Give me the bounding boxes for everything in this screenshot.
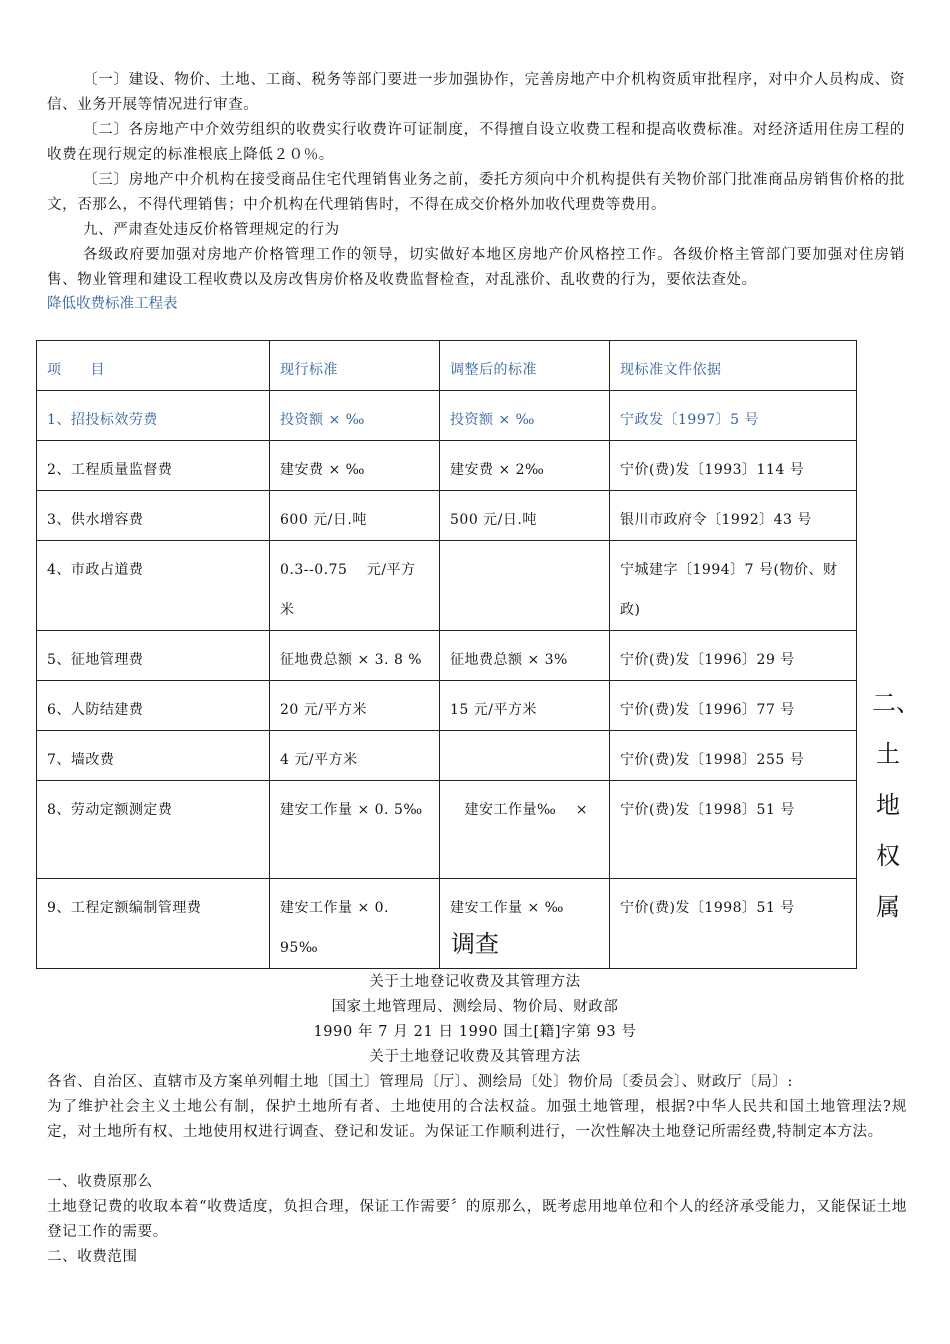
cell-adjusted: 建安工作量‰ × — [440, 781, 610, 879]
intro-paragraph: 为了维护社会主义土地公有制，保护土地所有者、土地使用的合法权益。加强土地管理，根据?中华人民共和国土地管理法?规定，对土地所有权、土地使用权进行调查、登记和发证。为保证工作顺利进行，一次性解决土地登记所需经费,特制定本方法。 — [47, 1099, 907, 1140]
cell-item: 3、供水增容费 — [37, 491, 270, 541]
cell-basis: 银川市政府令〔1992〕43 号 — [610, 491, 857, 541]
table-row — [37, 631, 857, 681]
cell-basis: 宁价(费)发〔1998〕51 号 — [610, 781, 857, 879]
cell-current: 建安费 × ‰ — [270, 441, 440, 491]
header-adjusted-standard: 调整后的标准 — [440, 341, 610, 391]
vertical-heading-char: 土 — [876, 740, 900, 768]
cell-adjusted: 征地费总额 × 3% — [440, 631, 610, 681]
vertical-heading-char: 权 — [876, 842, 900, 870]
header-basis-document: 现标准文件依据 — [610, 341, 857, 391]
issuing-authorities: 国家土地管理局、测绘局、物价局、财政部 — [331, 999, 619, 1015]
paragraph-3: 〔三〕房地产中介机构在接受商品住宅代理销售业务之前，委托方须向中介机构提供有关物价部门批准商品房销售价格的批文，否那么，不得代理销售；中介机构在代理销售时，不得在成交价格外加收代理费等费用。 — [47, 172, 905, 213]
cell-adjusted: 15 元/平方米 — [440, 681, 610, 731]
section-2-heading: 二、收费范围 — [47, 1249, 138, 1265]
cell-item: 7、墙改费 — [37, 731, 270, 781]
cell-basis: 宁政发〔1997〕5 号 — [610, 391, 857, 441]
paragraph-2: 〔二〕各房地产中介效劳组织的收费实行收费许可证制度，不得擅自设立收费工程和提高收费标准。对经济适用住房工程的收费在现行规定的标准根底上降低２０％。 — [47, 122, 905, 163]
table-row — [37, 681, 857, 731]
table-row — [37, 731, 857, 781]
cell-basis: 宁价(费)发〔1996〕77 号 — [610, 681, 857, 731]
table-row — [37, 441, 857, 491]
cell-basis: 宁价(费)发〔1998〕51 号 — [610, 879, 857, 969]
cell-adjusted: 建安工作量 × ‰ — [440, 879, 610, 969]
cell-current: 4 元/平方米 — [270, 731, 440, 781]
cell-current: 征地费总额 × 3. 8 % — [270, 631, 440, 681]
cell-item: 9、工程定额编制管理费 — [37, 879, 270, 969]
cell-adjusted — [440, 731, 610, 781]
table-row — [37, 781, 857, 879]
cell-current: 建安工作量 × 0. 5‰ — [270, 781, 440, 879]
table-row — [37, 491, 857, 541]
vertical-heading-char: 属 — [876, 893, 900, 921]
document-date-number: 1990 年 7 月 21 日 1990 国土[籍]字第 93 号 — [313, 1024, 637, 1040]
cell-item: 8、劳动定额测定费 — [37, 781, 270, 879]
cell-basis: 宁价(费)发〔1993〕114 号 — [610, 441, 857, 491]
paragraph-5: 各级政府要加强对房地产价格管理工作的领导，切实做好本地区房地产价风格控工作。各级价格主管部门要加强对住房销售、物业管理和建设工程收费以及房改售房价格及收费监督检查，对乱涨价、乱收费的行为，要依法查处。 — [47, 247, 905, 288]
cell-item: 1、招投标效劳费 — [37, 391, 270, 441]
section-nine-heading: 九、严肃查处违反价格管理规定的行为 — [83, 222, 340, 238]
cell-item: 4、市政占道费 — [37, 541, 270, 631]
cell-current: 投资额 × ‰ — [270, 391, 440, 441]
table-row — [37, 391, 857, 441]
cell-adjusted: 500 元/日.吨 — [440, 491, 610, 541]
section-1-heading: 一、收费原那么 — [47, 1174, 153, 1190]
fee-table — [36, 340, 857, 969]
table-header-row — [37, 341, 857, 391]
document-title: 关于土地登记收费及其管理方法 — [369, 974, 581, 990]
cell-current: 0.3--0.75 元/平方米 — [270, 541, 440, 631]
cell-item: 2、工程质量监督费 — [37, 441, 270, 491]
paragraph-1: 〔一〕建设、物价、土地、工商、税务等部门要进一步加强协作，完善房地产中介机构资质审批程序，对中介人员构成、资信、业务开展等情况进行审查。 — [47, 72, 905, 113]
cell-adjusted: 建安费 × 2‰ — [440, 441, 610, 491]
addressee-line: 各省、自治区、直辖市及方案单列帽土地〔国土〕管理局〔厅〕、测绘局〔处〕物价局〔委员会〕、财政厅〔局〕: — [47, 1074, 793, 1090]
cell-current: 20 元/平方米 — [270, 681, 440, 731]
table-row — [37, 541, 857, 631]
header-item: 项 目 — [37, 341, 270, 391]
cell-item: 5、征地管理费 — [37, 631, 270, 681]
cell-current: 600 元/日.吨 — [270, 491, 440, 541]
section-heading-survey: 调查 — [451, 930, 499, 958]
vertical-heading-char: 二、 — [872, 689, 920, 717]
vertical-heading-char: 地 — [876, 791, 900, 819]
cell-basis: 宁城建字〔1994〕7 号(物价、财政) — [610, 541, 857, 631]
cell-basis: 宁价(费)发〔1996〕29 号 — [610, 631, 857, 681]
table-title: 降低收费标准工程表 — [47, 296, 178, 312]
section-1-text: 土地登记费的收取本着“收费适度，负担合理，保证工作需要〞的原那么，既考虑用地单位和个人的经济承受能力，又能保证土地登记工作的需要。 — [47, 1199, 907, 1240]
header-current-standard: 现行标准 — [270, 341, 440, 391]
cell-adjusted: 投资额 × ‰ — [440, 391, 610, 441]
document-title-repeat: 关于土地登记收费及其管理方法 — [369, 1049, 581, 1065]
vertical-section-heading — [872, 678, 920, 933]
cell-adjusted — [440, 541, 610, 631]
cell-basis: 宁价(费)发〔1998〕255 号 — [610, 731, 857, 781]
cell-current: 建安工作量 × 0. 95‰ — [270, 879, 440, 969]
cell-item: 6、人防结建费 — [37, 681, 270, 731]
